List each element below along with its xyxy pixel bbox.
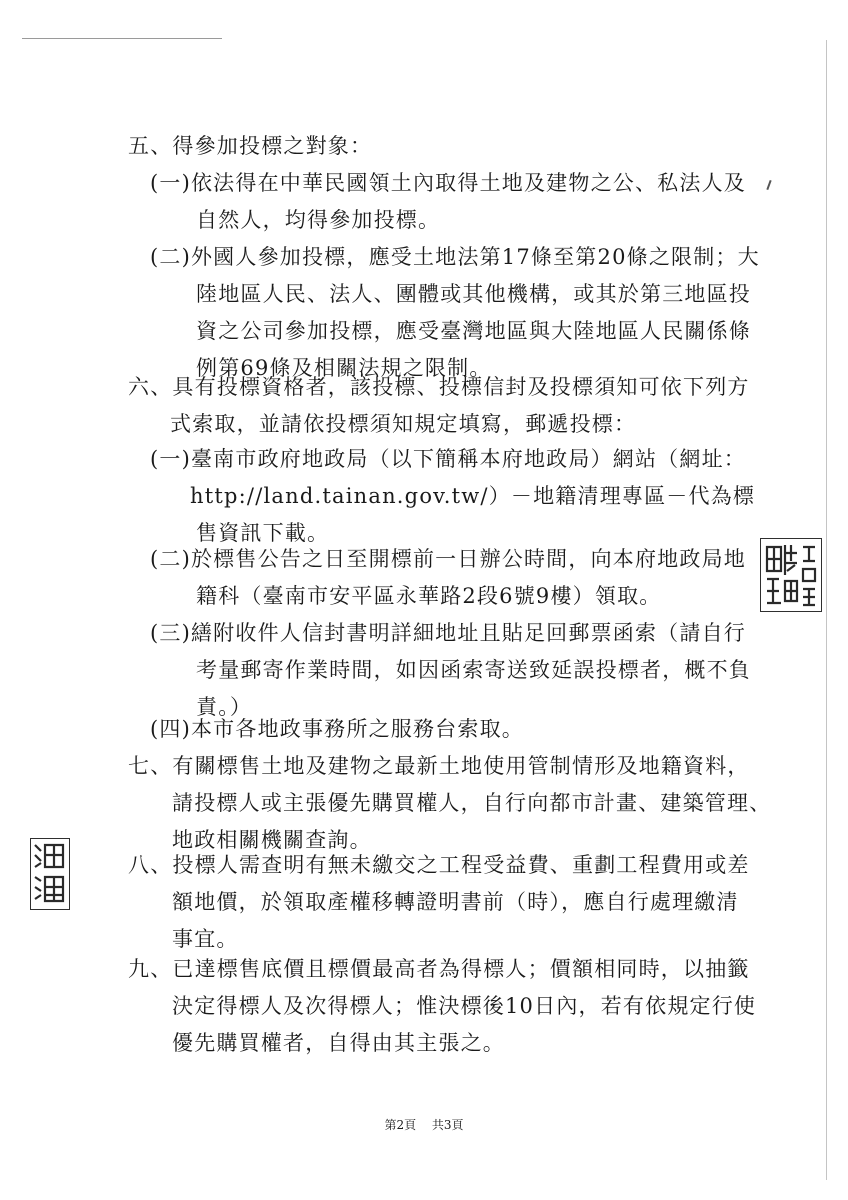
section-5-item-2 [150,239,760,387]
text-line: 自然人，均得參加投標。 [196,208,441,232]
page-footer [0,1116,848,1133]
text-line: 責。） [196,695,253,719]
scan-line [22,38,222,39]
text-line: 五、得參加投標之對象： [128,134,373,158]
section-5-heading [128,128,372,165]
page-total: 共3頁 [431,1118,464,1132]
text-line: 優先購買權者，自得由其主張之。 [172,1031,505,1055]
section-5-item-1 [150,165,746,239]
text-line: 式索取，並請依投標須知規定填寫，郵遞投標： [170,412,637,436]
text-line: 額地價，於領取產權移轉證明書前（時），應自行處理繳清 [172,890,739,914]
text-line: (一)依法得在中華民國領土內取得土地及建物之公、私法人及 [150,171,746,195]
text-line: 決定得標人及次得標人；惟決標後10日內，若有依規定行使 [172,994,757,1018]
section-6-heading [128,369,750,443]
pen-mark [766,180,771,190]
text-line: 請投標人或主張優先購買權人，自行向都市計畫、建築管理、 [172,791,772,815]
text-line: 籍科（臺南市安平區永華路2段6號9樓）領取。 [196,584,662,608]
text-line: (三)繕附收件人信封書明詳細地址且貼足回郵票函索（請自行 [150,621,746,645]
section-6-item-2 [150,541,746,615]
seal-stamp-left [30,838,70,910]
section-8 [128,847,750,958]
text-line: 八、投標人需查明有無未繳交之工程受益費、重劃工程費用或差 [128,853,750,877]
text-line: 考量郵寄作業時間，如因函索寄送致延誤投標者，概不負 [196,658,751,682]
section-6-item-1 [150,441,755,552]
text-line: (四)本市各地政事務所之服務台索取。 [150,717,524,741]
section-9 [128,951,756,1062]
text-line: 售資訊下載。 [196,521,330,545]
text-line: 七、有關標售土地及建物之最新土地使用管制情形及地籍資料， [128,754,750,778]
text-line: (一)臺南市政府地政局（以下簡稱本府地政局）網站（網址： [150,447,746,471]
section-6-item-3 [150,615,751,726]
section-7 [128,748,771,859]
text-line: 九、已達標售底價且標價最高者為得標人；價額相同時，以抽籤 [128,957,750,981]
text-line: 資之公司參加投標，應受臺灣地區與大陸地區人民關係條 [196,319,751,343]
text-line: (二)於標售公告之日至開標前一日辦公時間，向本府地政局地 [150,547,746,571]
text-line: http://land.tainan.gov.tw/）－地籍清理專區－代為標 [190,484,756,508]
text-line: 地政相關機關查詢。 [172,828,372,852]
page-edge [826,40,827,1180]
section-6-item-4 [150,711,524,748]
text-line: (二)外國人參加投標，應受土地法第17條至第20條之限制；大 [150,245,760,269]
text-line: 六、具有投標資格者，該投標、投標信封及投標須知可依下列方 [128,375,750,399]
text-line: 陸地區人民、法人、團體或其他機構，或其於第三地區投 [196,282,751,306]
text-line: 例第69條及相關法規之限制。 [196,356,492,380]
seal-stamp-right [760,538,822,612]
page-number: 第2頁 [384,1118,417,1132]
text-line: 事宜。 [172,927,239,951]
